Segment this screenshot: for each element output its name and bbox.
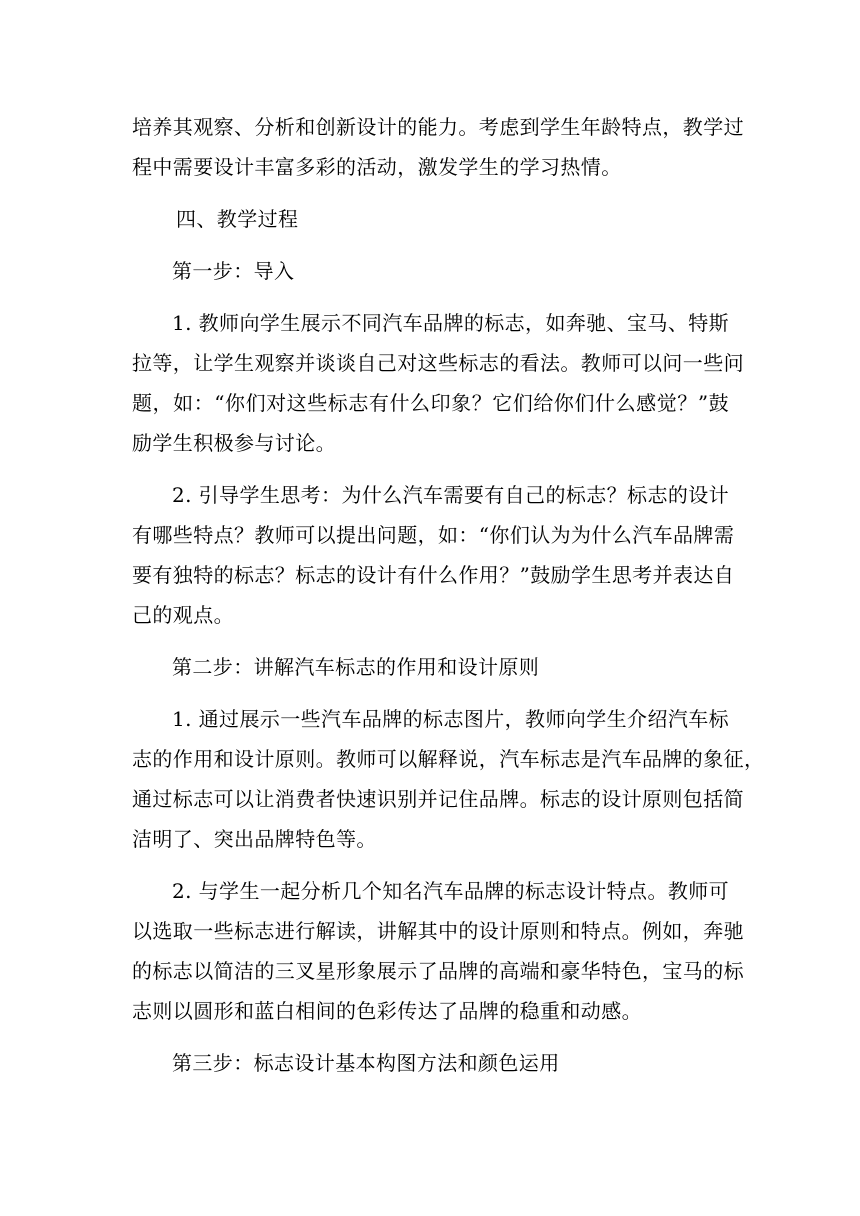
text-line: 要有独特的标志？标志的设计有什么作用？”鼓励学生思考并表达自 <box>132 563 735 587</box>
step2-item-1 <box>132 699 765 859</box>
text-line: 己的观点。 <box>132 603 234 627</box>
text-line: 志则以圆形和蓝白相间的色彩传达了品牌的稳重和动感。 <box>132 999 642 1023</box>
document-body <box>132 107 765 1095</box>
step2-item-2 <box>132 871 744 1031</box>
text-line: 以选取一些标志进行解读，讲解其中的设计原则和特点。例如，奔驰 <box>132 919 744 943</box>
section-heading: 四、教学过程 <box>176 207 299 231</box>
intro-paragraph <box>132 107 744 187</box>
text-line: 通过标志可以让消费者快速识别并记住品牌。标志的设计原则包括简 <box>132 787 744 811</box>
step1-item-2 <box>132 475 735 635</box>
text-line: 的标志以简洁的三叉星形象展示了品牌的高端和豪华特色，宝马的标 <box>132 959 744 983</box>
text-line: 2. 引导学生思考：为什么汽车需要有自己的标志？标志的设计 <box>172 483 730 507</box>
text-line: 志的作用和设计原则。教师可以解释说，汽车标志是汽车品牌的象征， <box>132 747 765 771</box>
text-line: 1. 教师向学生展示不同汽车品牌的标志，如奔驰、宝马、特斯 <box>172 311 730 335</box>
step1-title: 第一步：导入 <box>172 259 295 283</box>
text-line: 有哪些特点？教师可以提出问题，如：“你们认为为什么汽车品牌需 <box>132 523 735 547</box>
text-line: 励学生积极参与讨论。 <box>132 431 336 455</box>
step3-title: 第三步：标志设计基本构图方法和颜色运用 <box>172 1051 560 1075</box>
step2-title: 第二步：讲解汽车标志的作用和设计原则 <box>172 655 540 679</box>
text-line: 洁明了、突出品牌特色等。 <box>132 827 377 851</box>
step1-item-1 <box>132 303 744 463</box>
text-line: 2. 与学生一起分析几个知名汽车品牌的标志设计特点。教师可 <box>172 879 730 903</box>
text-line: 1. 通过展示一些汽车品牌的标志图片，教师向学生介绍汽车标 <box>172 707 730 731</box>
text-line: 题，如：“你们对这些标志有什么印象？它们给你们什么感觉？”鼓 <box>132 391 729 415</box>
text-line: 程中需要设计丰富多彩的活动，激发学生的学习热情。 <box>132 155 622 179</box>
text-line: 培养其观察、分析和创新设计的能力。考虑到学生年龄特点，教学过 <box>132 115 744 139</box>
text-line: 拉等，让学生观察并谈谈自己对这些标志的看法。教师可以问一些问 <box>132 351 744 375</box>
